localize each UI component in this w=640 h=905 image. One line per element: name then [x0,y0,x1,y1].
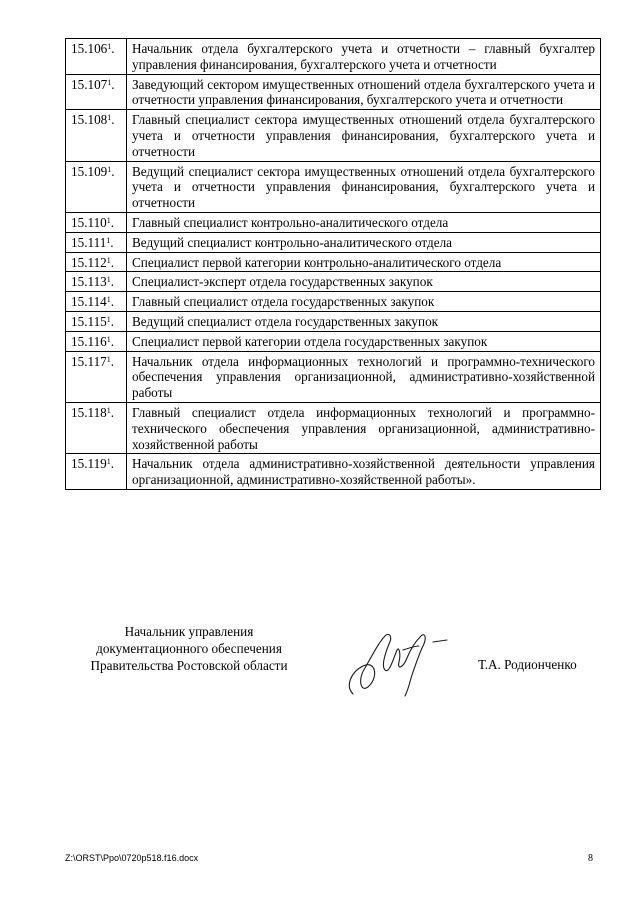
handwritten-signature [335,620,455,700]
file-path: Z:\ORST\Ppo\0720p518.f16.docx [65,853,199,863]
row-text: Специалист первой категории отдела государственных закупок [127,331,601,351]
table-row [66,272,601,292]
row-number: 15.110$^1$. [66,212,127,232]
table-row [66,39,601,75]
row-number: 15.113$^1$. [66,272,127,292]
table-row [66,331,601,351]
table-row [66,212,601,232]
row-number: 15.117$^1$. [66,351,127,402]
table-row [66,232,601,252]
row-number: 15.114$^1$. [66,292,127,312]
table-row [66,252,601,272]
row-number: 15.115$^1$. [66,311,127,331]
row-number: 15.108$^1$. [66,110,127,161]
row-text: Ведущий специалист контрольно-аналитического отдела [127,232,601,252]
row-number: 15.112$^1$. [66,252,127,272]
row-number: 15.118$^1$. [66,402,127,453]
page-number: 8 [588,853,593,864]
table-row [66,161,601,212]
row-number: 15.109$^1$. [66,161,127,212]
table-row [66,110,601,161]
row-text: Главный специалист отдела государственных закупок [127,292,601,312]
positions-table-body [66,39,601,490]
row-number: 15.106$^1$. [66,39,127,75]
signatory-name: Т.А. Родионченко [478,657,577,672]
row-number: 15.119$^1$. [66,454,127,490]
signatory-title-line: Правительства Ростовской области [90,658,288,673]
row-text: Главный специалист контрольно-аналитического отдела [127,212,601,232]
table-row [66,454,601,490]
row-text: Специалист-эксперт отдела государственных закупок [127,272,601,292]
row-number: 15.107$^1$. [66,74,127,110]
table-row [66,292,601,312]
row-text: Ведущий специалист сектора имущественных отношений отдела бухгалтерского учета и отчетности управления финансирования, бухгалтерского учета и отчетности [127,161,601,212]
row-text: Главный специалист отдела информационных технологий и программно-технического обеспечения управления организационной, административно-хозяйственной работы [127,402,601,453]
positions-table [65,38,601,490]
row-text: Заведующий сектором имущественных отношений отдела бухгалтерского учета и отчетности управления финансирования, бухгалтерского учета и отчетности [127,74,601,110]
row-text: Специалист первой категории контрольно-аналитического отдела [127,252,601,272]
table-row [66,351,601,402]
row-text: Начальник отдела административно-хозяйственной деятельности управления организационной, административно-хозяйственной работы». [127,454,601,490]
row-text: Главный специалист сектора имущественных отношений отдела бухгалтерского учета и отчетности управления финансирования, бухгалтерского учета и отчетности [127,110,601,161]
row-number: 15.116$^1$. [66,331,127,351]
row-number: 15.111$^1$. [66,232,127,252]
row-text: Начальник отдела бухгалтерского учета и отчетности – главный бухгалтер управления финансирования, бухгалтерского учета и отчетности [127,39,601,75]
table-row [66,311,601,331]
row-text: Начальник отдела информационных технологий и программно-технического обеспечения управления организационной, административно-хозяйственной работы [127,351,601,402]
table-row [66,402,601,453]
signatory-title-line: документационного обеспечения [96,641,282,656]
table-row [66,74,601,110]
signatory-title-line: Начальник управления [124,624,254,639]
signatory-title [60,623,318,674]
row-text: Ведущий специалист отдела государственных закупок [127,311,601,331]
